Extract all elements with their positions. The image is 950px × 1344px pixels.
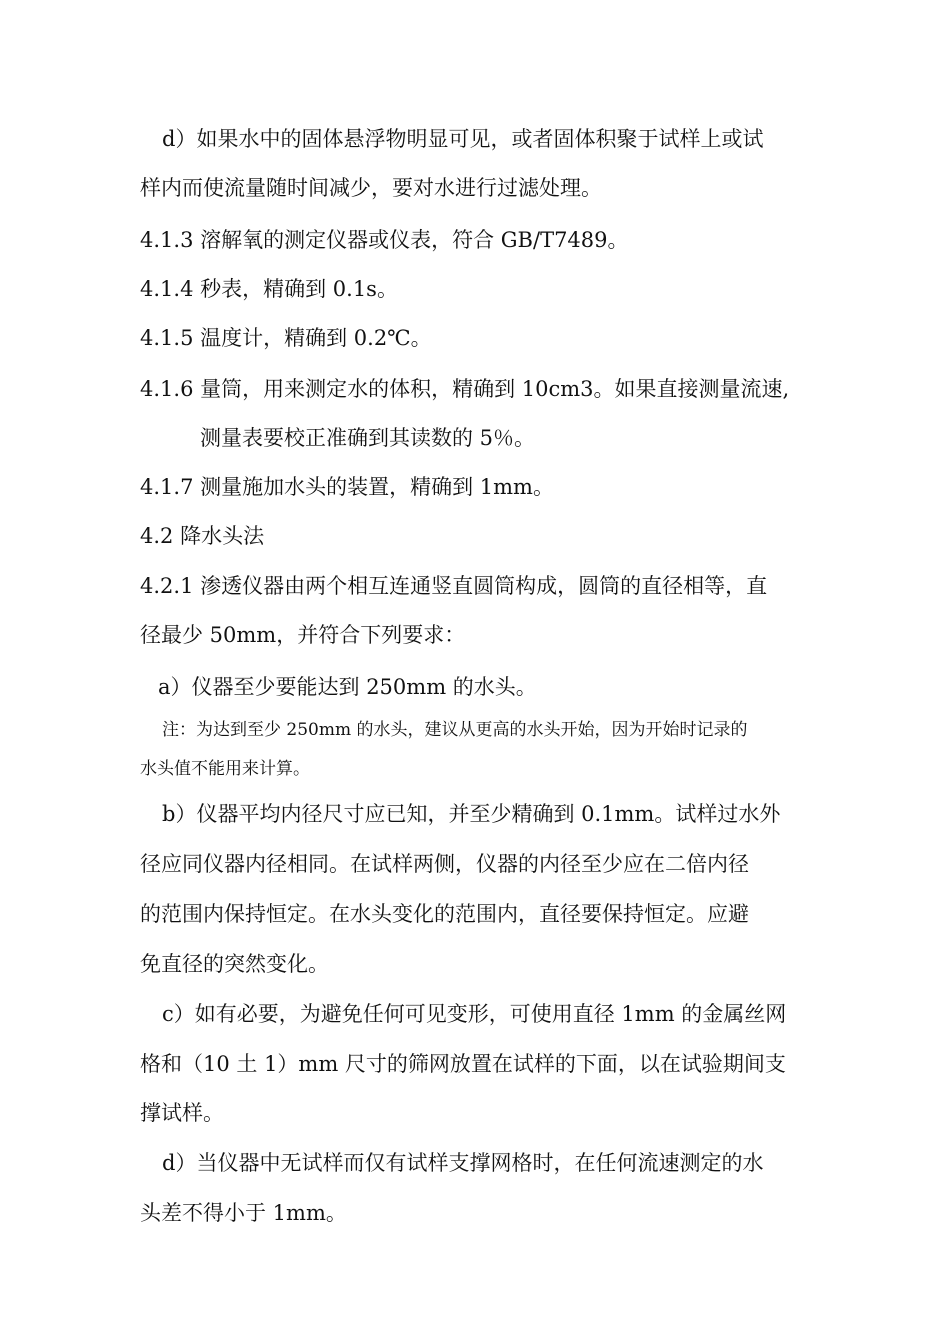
text-line-4-2-1-cont: 径最少 50mm，并符合下列要求： bbox=[140, 623, 466, 647]
text-line-c-3: 撑试样。 bbox=[140, 1101, 224, 1125]
text-line-d-grid-2: 头差不得小于 1mm。 bbox=[140, 1201, 347, 1225]
text-line-a: a）仪器至少要能达到 250mm 的水头。 bbox=[158, 675, 537, 699]
text-line-c-2: 格和（10 土 1）mm 尺寸的筛网放置在试样的下面，以在试验期间支 bbox=[140, 1052, 786, 1076]
text-line-4-1-6: 4.1.6 量筒，用来测定水的体积，精确到 10cm3。如果直接测量流速, bbox=[140, 377, 790, 401]
text-line-d-filter-1: d）如果水中的固体悬浮物明显可见，或者固体积聚于试样上或试 bbox=[162, 127, 764, 151]
text-line-b-2: 径应同仪器内径相同。在试样两侧，仪器的内径至少应在二倍内径 bbox=[140, 852, 749, 876]
text-line-4-1-3: 4.1.3 溶解氧的测定仪器或仪表，符合 GB/T7489。 bbox=[140, 228, 629, 252]
text-line-4-1-7: 4.1.7 测量施加水头的装置，精确到 1mm。 bbox=[140, 475, 554, 499]
text-line-d-grid-1: d）当仪器中无试样而仅有试样支撑网格时，在任何流速测定的水 bbox=[162, 1151, 764, 1175]
text-line-4-1-4: 4.1.4 秒表，精确到 0.1s。 bbox=[140, 277, 398, 301]
text-line-4-1-5: 4.1.5 温度计，精确到 0.2℃。 bbox=[140, 326, 432, 350]
section-heading-4-2: 4.2 降水头法 bbox=[140, 524, 265, 548]
text-line-b-4: 免直径的突然变化。 bbox=[140, 952, 329, 976]
note-line-1: 注：为达到至少 250mm 的水头，建议从更高的水头开始，因为开始时记录的 bbox=[162, 720, 748, 740]
text-line-c-1: c）如有必要，为避免任何可见变形，可使用直径 1mm 的金属丝网 bbox=[162, 1002, 787, 1026]
text-line-4-1-6-cont: 测量表要校正准确到其读数的 5％。 bbox=[200, 426, 536, 450]
note-line-2: 水头值不能用来计算。 bbox=[140, 759, 310, 779]
text-line-d-filter-2: 样内而使流量随时间减少，要对水进行过滤处理。 bbox=[140, 176, 602, 200]
text-line-b-1: b）仪器平均内径尺寸应已知，并至少精确到 0.1mm。试样过水外 bbox=[162, 802, 781, 826]
text-line-4-2-1: 4.2.1 渗透仪器由两个相互连通竖直圆筒构成，圆筒的直径相等，直 bbox=[140, 574, 768, 598]
text-line-b-3: 的范围内保持恒定。在水头变化的范围内，直径要保持恒定。应避 bbox=[140, 902, 749, 926]
